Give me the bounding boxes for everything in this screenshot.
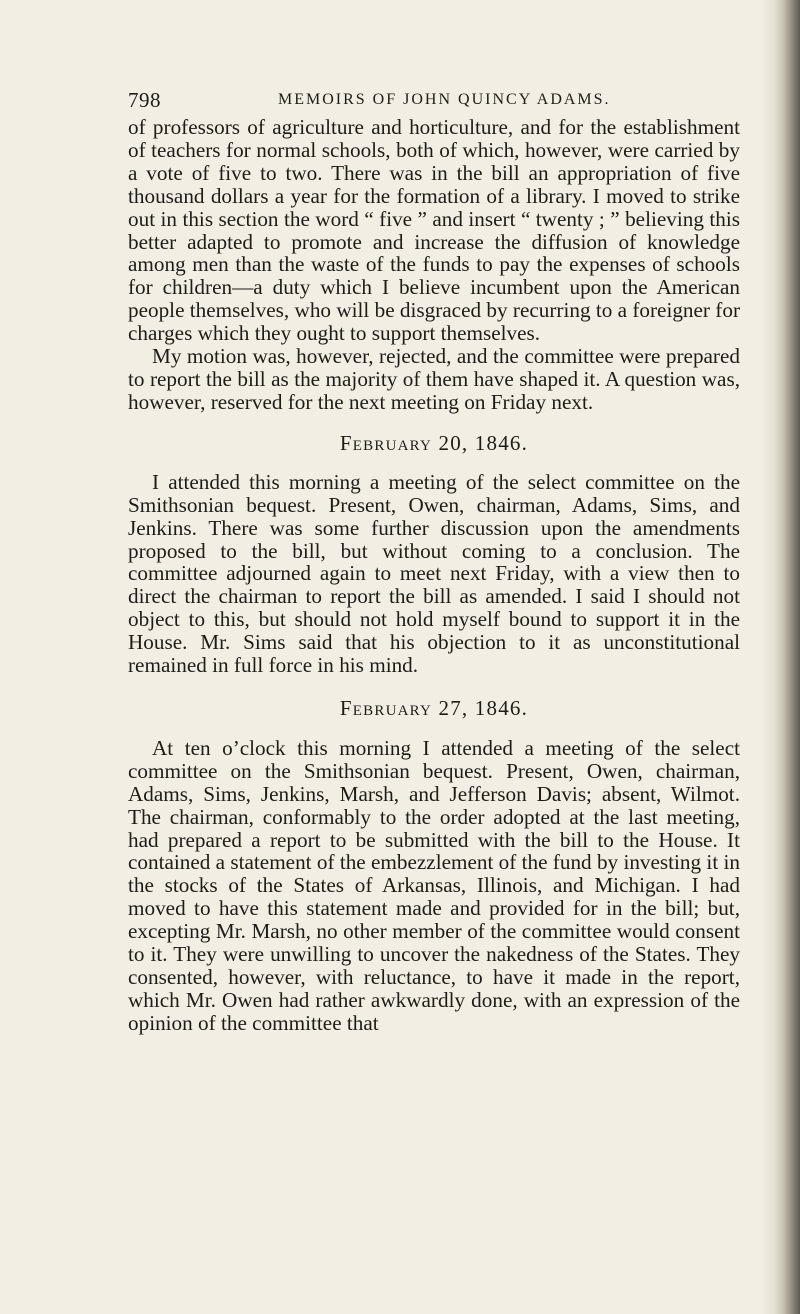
page-header [128,88,688,110]
book-binding-edge [774,0,800,1314]
paragraph: I attended this morning a meeting of the select committee on the Smithsonian bequest. Present, Owen, chairman, Adams, Sims, and Jenkins. There was some further discussion upon the amendments proposed to the bill, but without coming to a conclusion. The committee adjourned again to meet next Friday, with a view then to direct the chairman to report the bill as amended. I said I should not object to this, but should not hold myself bound to support it in the House. Mr. Sims said that his objection to it as unconstitutional remained in full force in his mind. [128,469,740,678]
paragraph: My motion was, however, rejected, and the committee were prepared to report the bill as the majority of them have shaped it. A question was, however, reserved for the next meeting on Friday next. [128,344,740,414]
paragraph: At ten o’clock this morning I attended a meeting of the select committee on the Smithsonian bequest. Present, Owen, chairman, Adams, Sims, Jenkins, Marsh, and Jefferson Davis; absent, Wilmot. The chairman, conformably to the order adopted at the last meeting, had prepared a report to be submitted with the bill to the House. It contained a statement of the embezzlement of the fund by investing it in the stocks of the States of Arkansas, Illinois, and Michigan. I had moved to have this statement made and provided for in the bill; but, excepting Mr. Marsh, no other member of the committee would consent to it. They were unwilling to uncover the nakedness of the States. They consented, however, with reluctance, to have it made in the report, which Mr. Owen had rather awkwardly done, with an expression of the opinion of the committee that [128,735,740,1035]
date-heading: February 20, 1846. [339,430,529,455]
body-text [128,116,740,1035]
date-heading: February 27, 1846. [339,695,529,720]
running-head: MEMOIRS OF JOHN QUINCY ADAMS. [278,91,611,108]
gutter-shadow [760,0,774,1314]
paragraph-continued: of professors of agriculture and horticulture, and for the establishment of teachers for normal schools, both of which, however, were carried by a vote of five to two. There was in the bill an appropriation of five thousand dollars a year for the formation of a library. I moved to strike out in this section the word “ five ” and insert “ twenty ; ” believing this better adapted to promote and increase the diffusion of knowledge among men than the waste of the funds to pay the expenses of schools for children—a duty which I believe incumbent upon the American people themselves, who will be disgraced by recurring to a foreigner for charges which they ought to support themselves. [128,115,740,346]
page-number: 798 [128,88,161,112]
